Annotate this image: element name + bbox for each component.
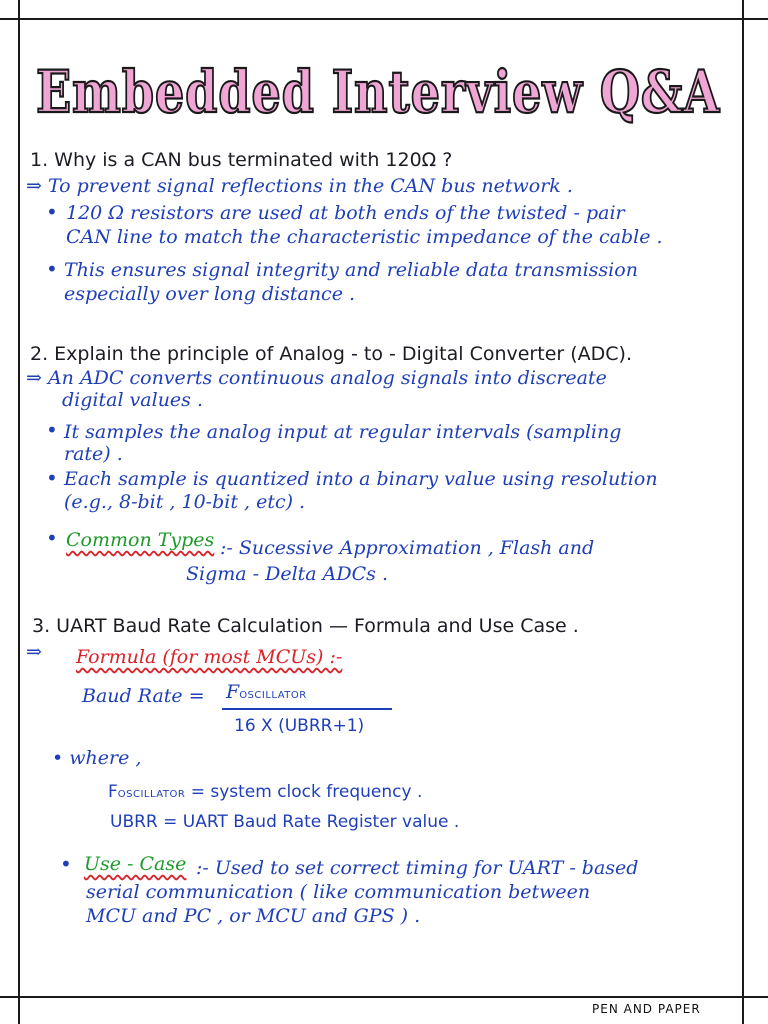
where-line2: UBRR = UART Baud Rate Register value . <box>110 812 460 832</box>
where-label: • where , <box>52 747 142 769</box>
q2-types-line1: :- Sucessive Approximation , Flash and <box>220 537 595 559</box>
fraction-bar <box>222 708 392 710</box>
q2-answer-line2: digital values . <box>62 389 204 411</box>
q2-bullet2-line1: Each sample is quantized into a binary value using resolution <box>64 468 658 490</box>
formula-numerator-symbol: F <box>226 681 240 703</box>
formula-numerator <box>226 680 307 708</box>
formula-denominator: 16 X (UBRR+1) <box>234 716 365 736</box>
q2-types-label: Common Types <box>66 529 215 551</box>
q3-use-case-line3: MCU and PC , or MCU and GPS ) . <box>86 905 421 927</box>
q2-types-line2: Sigma - Delta ADCs . <box>186 563 388 585</box>
q1-answer: ⇒ To prevent signal reflections in the CAN bus network . <box>26 175 573 197</box>
bullet-icon: • <box>46 526 58 550</box>
bottom-margin-line <box>0 996 768 998</box>
footer-brand: PEN AND PAPER <box>592 1002 701 1016</box>
q2-bullet2-line2: (e.g., 8-bit , 10-bit , etc) . <box>64 491 306 513</box>
q1-question: 1. Why is a CAN bus terminated with 120Ω ? <box>30 149 453 171</box>
where-line1 <box>108 780 422 807</box>
q3-question: 3. UART Baud Rate Calculation — Formula and Use Case . <box>32 615 579 637</box>
bullet-icon: • <box>46 200 58 224</box>
page-title-text: Embedded Interview Q&A <box>36 58 720 126</box>
where-line1-symbol: F <box>108 782 118 802</box>
q2-answer-line1: ⇒ An ADC converts continuous analog signals into discreate <box>26 367 607 389</box>
q3-use-case-line2: serial communication ( like communication between <box>86 881 591 903</box>
q1-bullet2-line2: especially over long distance . <box>64 283 356 305</box>
formula-lhs: Baud Rate = <box>82 685 205 707</box>
bullet-icon: • <box>60 852 72 876</box>
q2-question: 2. Explain the principle of Analog - to - Digital Converter (ADC). <box>30 343 632 365</box>
formula-numerator-subscript: OSCILLATOR <box>239 690 307 701</box>
q3-arrow-icon: ⇒ <box>26 641 42 663</box>
q3-formula-label: Formula (for most MCUs) :- <box>76 646 343 668</box>
bullet-icon: • <box>46 418 58 442</box>
page-title <box>30 32 730 128</box>
q1-bullet2-line1: This ensures signal integrity and reliable data transmission <box>64 259 638 281</box>
top-margin-line <box>0 18 768 20</box>
q3-use-case-line1: :- Used to set correct timing for UART - based <box>196 857 639 879</box>
q1-bullet1-line1: 120 Ω resistors are used at both ends of the twisted - pair <box>66 202 625 224</box>
where-line1-text: = system clock frequency . <box>185 782 423 802</box>
q3-use-case-label: Use - Case <box>84 853 187 875</box>
bullet-icon: • <box>46 466 58 490</box>
bullet-icon: • <box>46 257 58 281</box>
q2-bullet1-line2: rate) . <box>64 443 123 465</box>
q2-bullet1-line1: It samples the analog input at regular intervals (sampling <box>64 421 622 443</box>
where-line1-subscript: OSCILLATOR <box>117 789 186 800</box>
right-margin-line <box>742 0 744 1024</box>
left-margin-line <box>18 0 20 1024</box>
q1-bullet1-line2: CAN line to match the characteristic impedance of the cable . <box>66 226 663 248</box>
